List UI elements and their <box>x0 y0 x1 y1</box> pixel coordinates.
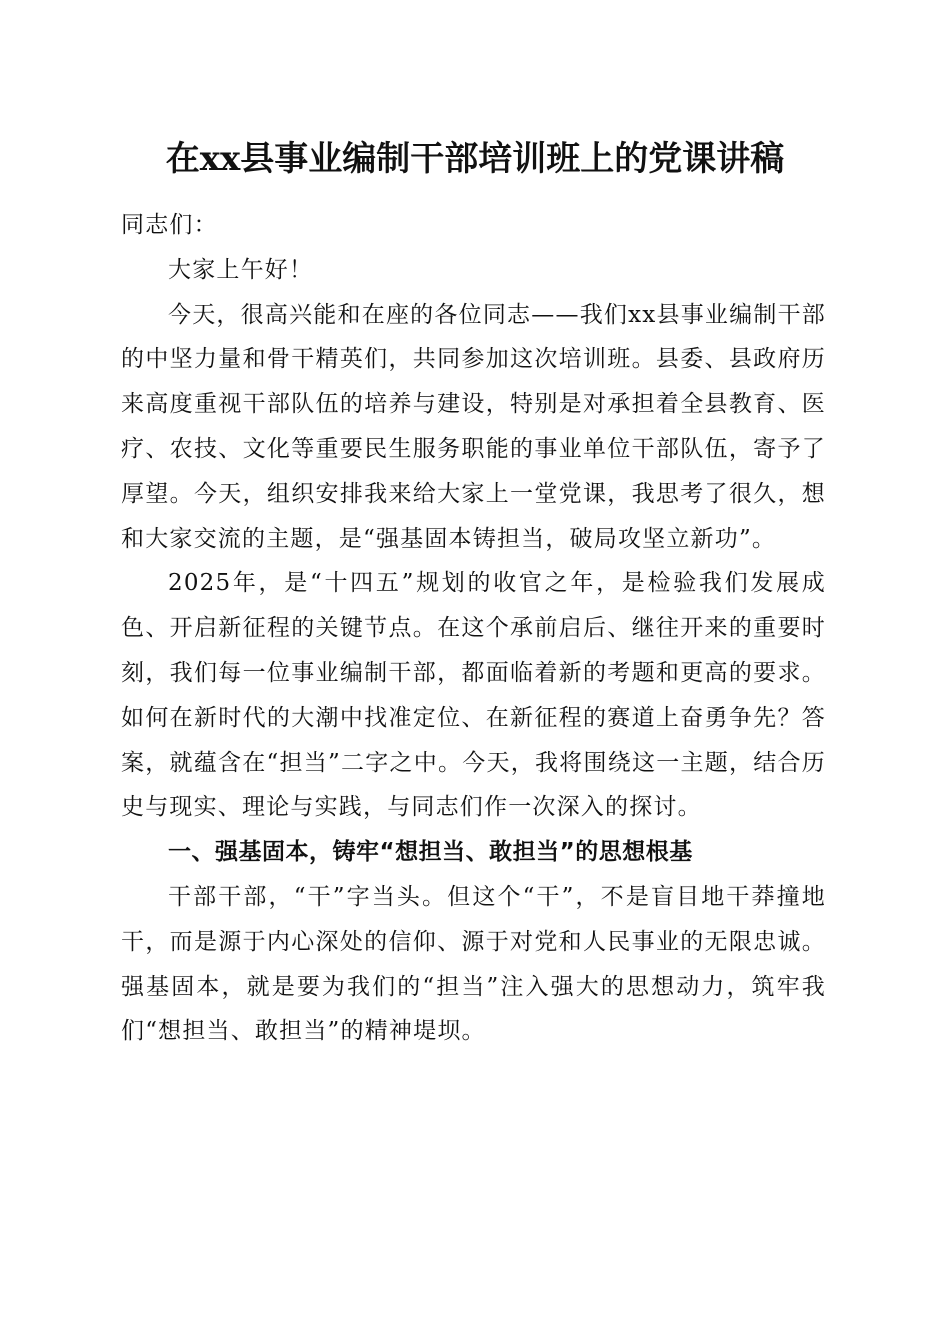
document-title: 在xx县事业编制干部培训班上的党课讲稿 <box>165 139 785 179</box>
section-heading: 一、强基固本，铸牢“想担当、敢担当”的思想根基 <box>168 839 693 866</box>
paragraph-context: 2025年，是“十四五”规划的收官之年，是检验我们发展成色、开启新征程的关键节点。在这个承前启后、继往开来的重要时刻，我们每一位事业编制干部，都面临着新的考题和更高的要求。如何在新时代的大潮中找准定位、在新征程的赛道上奋勇争先？答案，就蕴含在“担当”二字之中。今天，我将围绕这一主题，结合历史与现实、理论与实践，与同志们作一次深入的探讨。 <box>121 570 826 821</box>
document-body <box>121 203 826 1054</box>
greeting: 大家上午好！ <box>168 256 314 283</box>
salutation: 同志们： <box>121 212 218 238</box>
section-paragraph: 干部干部，“干”字当头。但这个“干”，不是盲目地干莽撞地干，而是源于内心深处的信仰、源于对党和人民事业的无限忠诚。强基固本，就是要为我们的“担当”注入强大的思想动力，筑牢我们“想担当、敢担当”的精神堤坝。 <box>121 883 826 1045</box>
paragraph-intro: 今天，很高兴能和在座的各位同志——我们xx县事业编制干部的中坚力量和骨干精英们，共同参加这次培训班。县委、县政府历来高度重视干部队伍的培养与建设，特别是对承担着全县教育、医疗、农技、文化等重要民生服务职能的事业单位干部队伍，寄予了厚望。今天，组织安排我来给大家上一堂党课，我思考了很久，想和大家交流的主题，是“强基固本铸担当，破局攻坚立新功”。 <box>121 301 826 552</box>
